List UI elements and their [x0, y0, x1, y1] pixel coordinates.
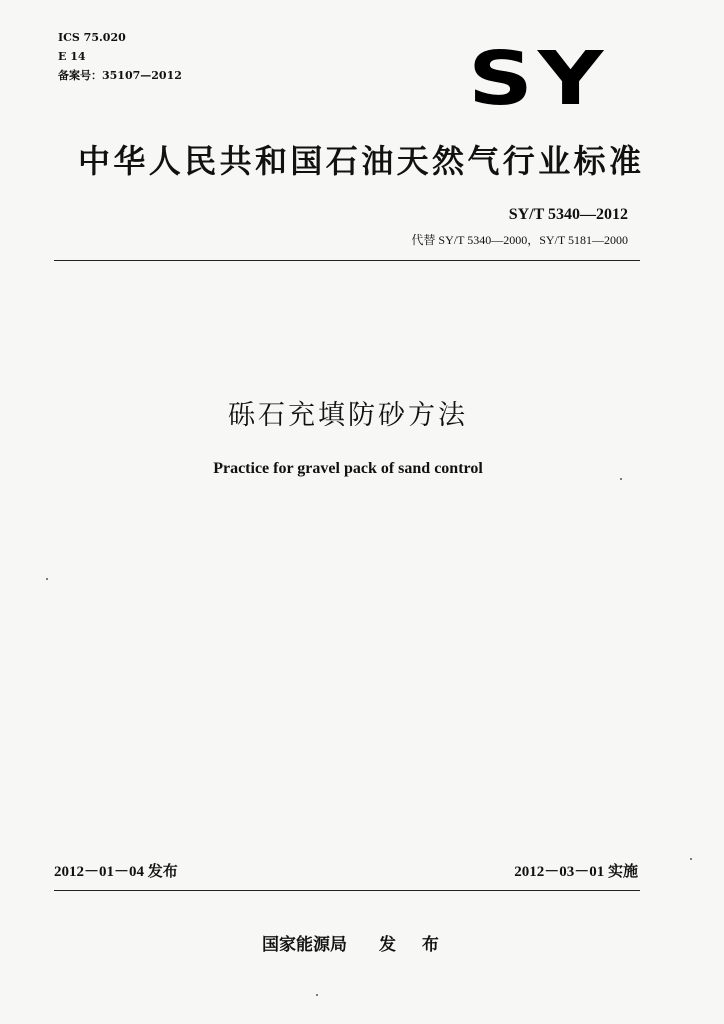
- footer-divider: [54, 890, 640, 891]
- ics-code: ICS 75.020: [58, 31, 126, 44]
- scan-speck: [316, 994, 318, 996]
- category-code: E 14: [58, 50, 86, 63]
- publisher-name: 国家能源局: [262, 935, 347, 955]
- publisher-action: 发 布: [379, 935, 449, 955]
- standard-number: SY/T 5340—2012: [508, 206, 628, 223]
- filing-number: 备案号：35107—2012: [58, 69, 182, 82]
- sy-logo: SY: [468, 36, 609, 122]
- standard-title: 中华人民共和国石油天然气行业标准: [78, 142, 645, 180]
- implementation-date: 2012－03－01 实施: [514, 864, 638, 880]
- publisher-line: [262, 930, 449, 955]
- scan-speck: [46, 578, 48, 580]
- scan-speck: [690, 858, 692, 860]
- document-title-en: Practice for gravel pack of sand control: [213, 460, 483, 477]
- classification-block: [58, 28, 182, 85]
- issue-date: 2012－01－04 发布: [54, 864, 178, 880]
- header-divider: [54, 260, 640, 261]
- replaces-note: 代替 SY/T 5340—2000，SY/T 5181—2000: [411, 233, 628, 247]
- scan-speck: [620, 478, 622, 480]
- document-title-cn: 砾石充填防砂方法: [228, 400, 468, 431]
